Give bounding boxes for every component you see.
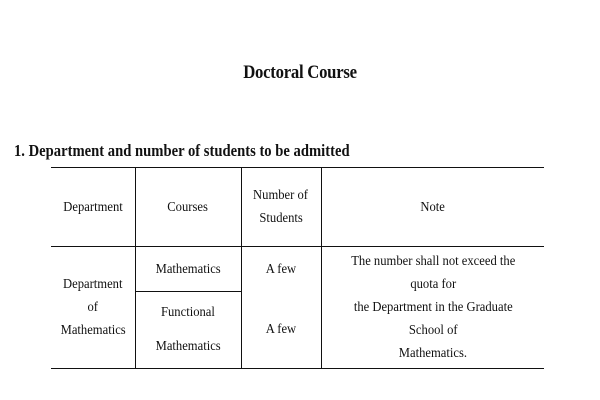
- students-cell-functional-mathematics: [241, 292, 321, 369]
- course-name: Mathematics: [155, 261, 221, 277]
- note-line2: the Department in the Graduate School of: [353, 300, 513, 338]
- section-heading: 1. Department and number of students to be admitted: [14, 141, 350, 160]
- header-note: [321, 168, 544, 247]
- course-cell-mathematics: [135, 247, 241, 292]
- students-cell-mathematics: [241, 247, 321, 292]
- header-courses-label: Courses: [167, 199, 209, 215]
- students-value: A few: [265, 322, 297, 338]
- course-cell-functional-mathematics: [135, 292, 241, 369]
- students-value: A few: [265, 261, 297, 277]
- department-line1: Department of: [63, 277, 123, 315]
- header-department-label: Department: [63, 199, 123, 215]
- header-students-line2: Students: [259, 211, 303, 226]
- department-cell: [51, 247, 135, 369]
- note-cell: [321, 247, 544, 369]
- course-name-line2: Mathematics: [155, 339, 221, 354]
- document-title: Doctoral Course: [243, 62, 357, 83]
- header-number-of-students: [241, 168, 321, 247]
- note-line3: Mathematics.: [398, 346, 467, 361]
- note-line1: The number shall not exceed the quota for: [350, 254, 515, 292]
- header-department: [51, 168, 135, 247]
- header-note-label: Note: [420, 199, 445, 215]
- header-students-line1: Number of: [253, 188, 309, 203]
- table-header-row: [51, 168, 544, 247]
- admission-table: [51, 167, 544, 369]
- course-name-line1: Functional: [161, 305, 215, 320]
- department-line2: Mathematics: [60, 323, 126, 338]
- table-row: [51, 247, 544, 292]
- header-courses: [135, 168, 241, 247]
